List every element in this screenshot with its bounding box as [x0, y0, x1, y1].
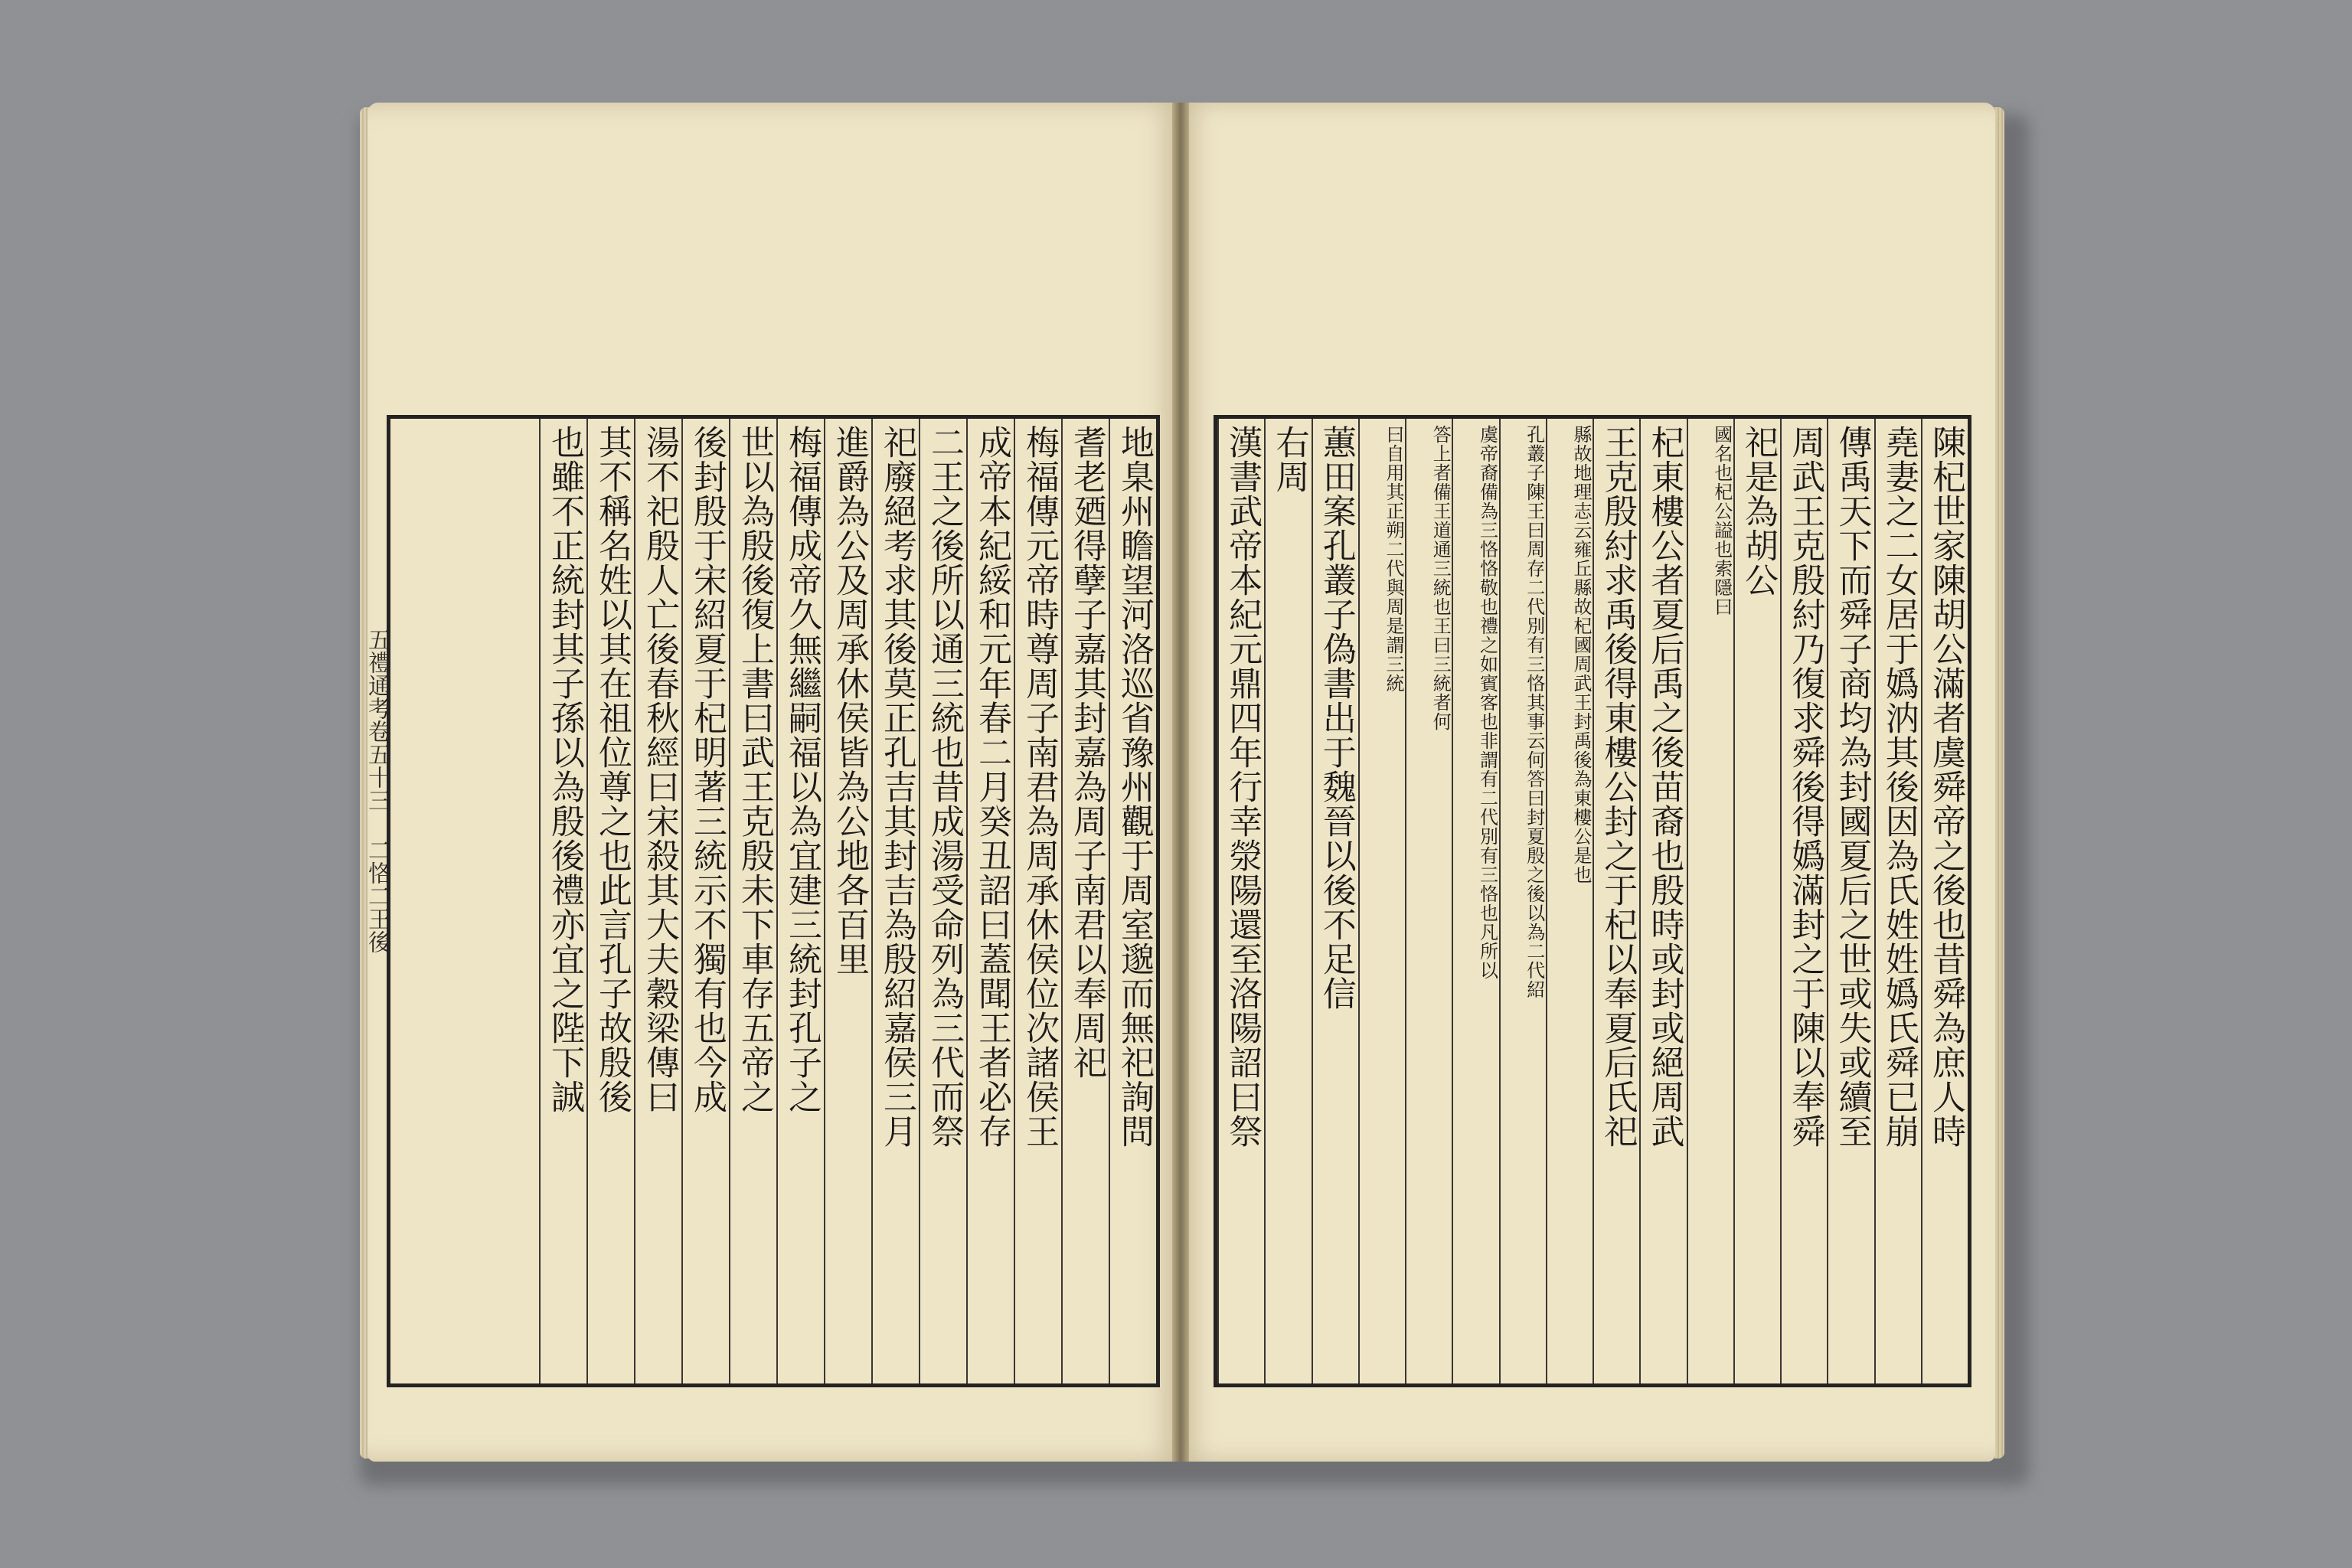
left-col-8: 梅福傳成帝久無繼嗣福以為宜建三統封孔子之: [776, 419, 824, 1383]
right-col-9: 漢書武帝本紀元鼎四年行幸滎陽還至洛陽詔曰祭: [1217, 419, 1264, 1383]
right-note-5: 答上者備王道通三統也王曰三統者何: [1405, 419, 1452, 1383]
left-col-13: 也雖不正統封其子孫以為殷後禮亦宜之陛下誠: [539, 419, 586, 1383]
right-note-2: 縣故地理志云雍丘縣故杞國周武王封禹後為東樓公是也: [1546, 419, 1592, 1383]
left-col-6: 祀廢絕考求其後莫正孔吉其封吉為殷紹嘉侯三月: [871, 419, 919, 1383]
right-text-frame: [1214, 415, 1971, 1387]
left-col-2: 耆老廼得孽子嘉其封嘉為周子南君以奉周祀: [1061, 419, 1109, 1383]
right-note-7: 蕙田案孔叢子偽書出于魏晉以後不足信: [1312, 419, 1358, 1383]
left-text-frame: [387, 415, 1160, 1387]
right-note-6: 曰自用其正朔二代與周是謂三統: [1358, 419, 1405, 1383]
right-col-8: 右周: [1264, 419, 1311, 1383]
left-col-10: 後封殷于宋紹夏于杞明著三統示不獨有也今成: [681, 419, 729, 1383]
right-note-3: 孔叢子陳王曰周存二代別有三恪其事云何答曰封夏殷之後以為二代紹: [1499, 419, 1546, 1383]
left-col-5: 二王之後所以通三統也昔成湯受命列為三代而祭: [919, 419, 966, 1383]
right-note-4: 虞帝裔備為三恪恪敬也禮之如賓客也非謂有二代別有三恪也凡所以: [1452, 419, 1498, 1383]
left-margin-title: 五禮通考卷五十三 二恪二王後: [364, 628, 390, 953]
left-col-3: 梅福傳元帝時尊周子南君為周承休侯位次諸侯王: [1014, 419, 1061, 1383]
book-gutter: [1172, 103, 1189, 1462]
left-col-4: 成帝本紀綏和元年春二月癸丑詔曰蓋聞王者必存: [966, 419, 1014, 1383]
right-columns: [1217, 419, 1968, 1383]
left-columns: [390, 419, 1156, 1383]
left-col-9: 世以為殷後復上書曰武王克殷未下車存五帝之: [729, 419, 776, 1383]
right-col-4: 周武王克殷紂乃復求舜後得嬀滿封之于陳以奉舜: [1780, 419, 1827, 1383]
left-col-1: 地臬州瞻望河洛巡省豫州觀于周室邈而無祀詢問: [1109, 419, 1156, 1383]
right-col-1: 陳杞世家陳胡公滿者虞舜帝之後也昔舜為庶人時: [1921, 419, 1968, 1383]
right-col-2: 堯妻之二女居于嬀汭其後因為氏姓姓嬀氏舜已崩: [1874, 419, 1921, 1383]
left-col-7: 進爵為公及周承休侯皆為公地各百里: [824, 419, 871, 1383]
left-col-11: 湯不祀殷人亡後春秋經曰宋殺其大夫穀梁傳曰: [634, 419, 681, 1383]
right-col-5: 祀是為胡公: [1733, 419, 1780, 1383]
right-col-6: 杞東樓公者夏后禹之後苗裔也殷時或封或絕周武: [1639, 419, 1686, 1383]
left-col-12: 其不稱名姓以其在祖位尊之也此言孔子故殷後: [586, 419, 634, 1383]
right-note-1: 國名也杞公謚也索隱曰: [1687, 419, 1733, 1383]
right-col-7: 王克殷紂求禹後得東樓公封之于杞以奉夏后氏祀: [1592, 419, 1639, 1383]
right-col-3: 傳禹天下而舜子商均為封國夏后之世或失或續至: [1827, 419, 1873, 1383]
